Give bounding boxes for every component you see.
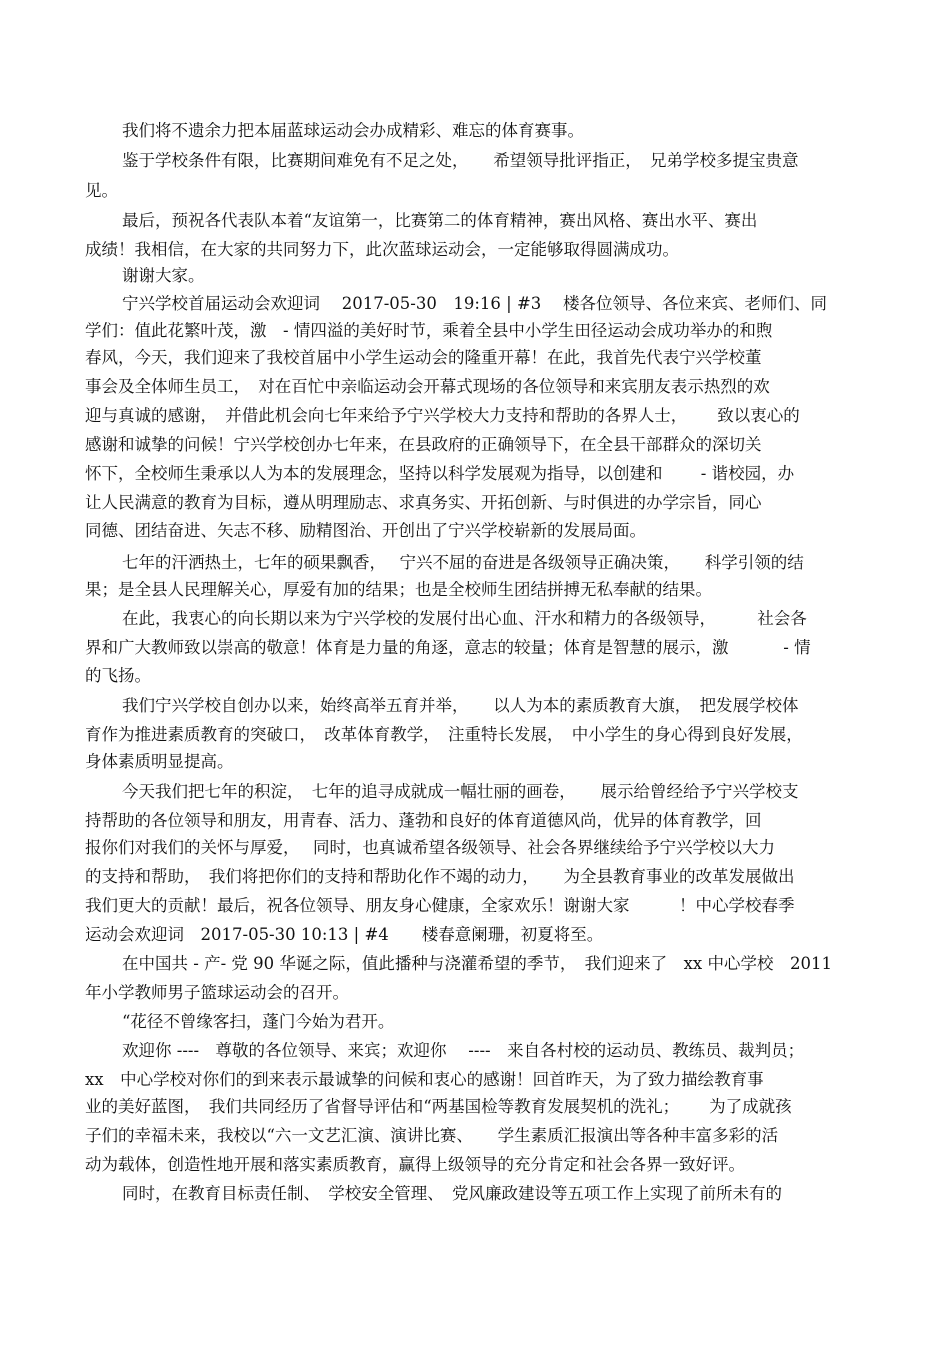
text-line: 成绩！我相信，在大家的共同努力下，此次蓝球运动会，一定能够取得圆满成功。 [85,240,679,259]
text-line: 让人民满意的教育为目标，遵从明理励志、求真务实、开拓创新、与时俱进的办学宗旨，同心 [85,493,762,512]
text-line: 年小学教师男子篮球运动会的召开。 [85,983,349,1002]
text-line: 谢谢大家。 [122,266,205,285]
text-line: 七年的汗洒热土，七年的硕果飘香， 宁兴不屈的奋进是各级领导正确决策， 科学引领的结 [122,553,804,572]
text-line: 在此，我衷心的向长期以来为宁兴学校的发展付出心血、汗水和精力的各级领导， 社会各 [122,609,807,628]
text-line: 欢迎你 ---- 尊敬的各位领导、来宾；欢迎你 ---- 来自各村校的运动员、教练员、裁判员； [122,1041,805,1060]
text-line: 身体素质明显提高。 [85,752,234,771]
text-line: 学们：值此花繁叶茂，激 - 情四溢的美好时节，乘着全县中小学生田径运动会成功举办的和煦 [85,321,773,340]
text-line: 感谢和诚挚的问候！宁兴学校创办七年来，在县政府的正确领导下，在全县干部群众的深切关 [85,435,762,454]
text-line: 同德、团结奋进、矢志不移、励精图治、开创出了宁兴学校崭新的发展局面。 [85,521,646,540]
text-line: 宁兴学校首届运动会欢迎词 2017-05-30 19:16 | #3 楼各位领导、各位来宾、老师们、同 [122,294,828,313]
text-line: 今天我们把七年的积淀， 七年的追寻成就成一幅壮丽的画卷， 展示给曾经给予宁兴学校支 [122,782,799,801]
text-line: 怀下，全校师生秉承以人为本的发展理念，坚持以科学发展观为指导，以创建和 - 谐校园，办 [85,464,795,483]
text-line: 事会及全体师生员工， 对在百忙中亲临运动会开幕式现场的各位领导和来宾朋友表示热烈的欢 [85,377,770,396]
text-line: 我们宁兴学校自创办以来，始终高举五育并举， 以人为本的素质教育大旗， 把发展学校体 [122,696,799,715]
text-line: 运动会欢迎词 2017-05-30 10:13 | #4 楼春意阑珊，初夏将至。 [85,925,604,944]
text-line: 报你们对我们的关怀与厚爱， 同时，也真诚希望各级领导、社会各界继续给予宁兴学校以大力 [85,838,775,857]
text-line: 界和广大教师致以崇高的敬意！体育是力量的角逐，意志的较量；体育是智慧的展示，激 - 情 [85,638,811,657]
text-line: xx 中心学校对你们的到来表示最诚挚的问候和衷心的感谢！回首昨天，为了致力描绘教育事 [85,1070,764,1089]
text-line: 鉴于学校条件有限，比赛期间难免有不足之处， 希望领导批评指正， 兄弟学校多提宝贵意 [122,151,799,170]
text-line: 见。 [85,181,118,200]
text-line: “花径不曾缘客扫，蓬门今始为君开。 [122,1012,395,1031]
text-line: 同时，在教育目标责任制、 学校安全管理、 党风廉政建设等五项工作上实现了前所未有的 [122,1184,782,1203]
text-line: 育作为推进素质教育的突破口， 改革体育教学， 注重特长发展， 中小学生的身心得到良好发展， [85,725,803,744]
text-line: 果；是全县人民理解关心，厚爱有加的结果；也是全校师生团结拼搏无私奉献的结果。 [85,580,712,599]
text-line: 的支持和帮助， 我们将把你们的支持和帮助化作不竭的动力， 为全县教育事业的改革发展做出 [85,867,795,886]
text-line: 最后，预祝各代表队本着“友谊第一，比赛第二的体育精神，赛出风格、赛出水平、赛出 [122,211,758,230]
text-line: 动为载体，创造性地开展和落实素质教育，赢得上级领导的充分肯定和社会各界一致好评。 [85,1155,745,1174]
text-line: 春风，今天，我们迎来了我校首届中小学生运动会的隆重开幕！在此，我首先代表宁兴学校董 [85,348,762,367]
text-line: 业的美好蓝图， 我们共同经历了省督导评估和“两基国检等教育发展契机的洗礼； 为了成就孩 [85,1097,792,1116]
text-line: 子们的幸福未来，我校以“六一文艺汇演、演讲比赛、 学生素质汇报演出等各种丰富多彩的活 [85,1126,779,1145]
text-line: 在中国共 - 产- 党 90 华诞之际，值此播种与浇灌希望的季节， 我们迎来了 xx 中心学校 2011 [122,954,832,973]
text-line: 的飞扬。 [85,666,151,685]
text-line: 迎与真诚的感谢， 并借此机会向七年来给予宁兴学校大力支持和帮助的各界人士， 致以衷心的 [85,406,800,425]
text-line: 我们将不遗余力把本届蓝球运动会办成精彩、难忘的体育赛事。 [122,121,584,140]
text-line: 我们更大的贡献！最后，祝各位领导、朋友身心健康，全家欢乐！谢谢大家 ！中心学校春季 [85,896,795,915]
text-line: 持帮助的各位领导和朋友，用青春、活力、蓬勃和良好的体育道德风尚，优异的体育教学，回 [85,811,762,830]
